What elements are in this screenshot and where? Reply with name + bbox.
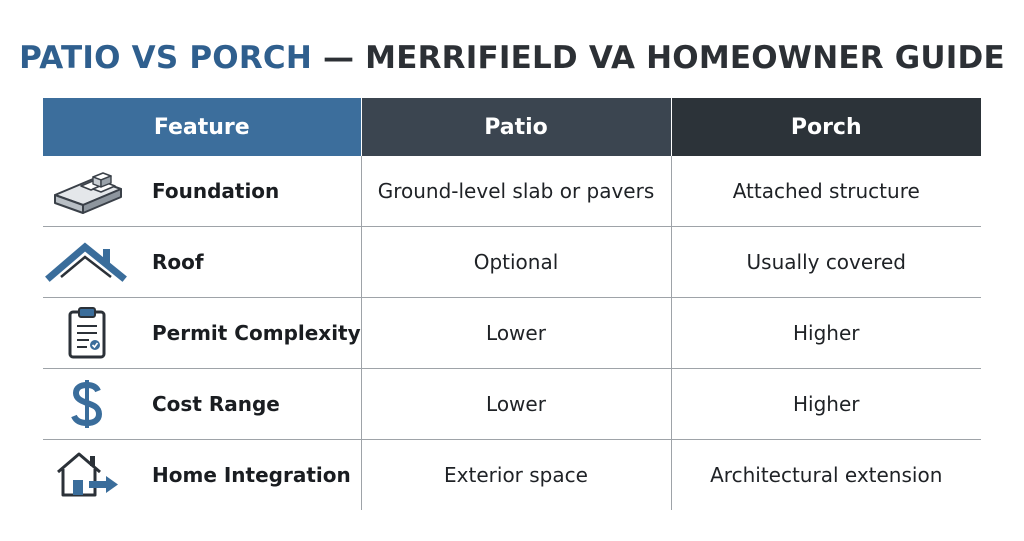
- clipboard-icon: [43, 298, 131, 368]
- porch-cell: Higher: [671, 369, 981, 440]
- header-feature: Feature: [43, 98, 361, 156]
- title-highlight: PATIO VS PORCH: [19, 40, 312, 76]
- porch-cell: Attached structure: [671, 156, 981, 227]
- foundation-slab-icon: [43, 156, 131, 226]
- feature-cell: [43, 440, 361, 511]
- feature-label: Foundation: [152, 179, 280, 203]
- roof-icon: [43, 227, 131, 297]
- table-row: [43, 369, 981, 440]
- page-title: [0, 36, 1024, 80]
- table-header-row: [43, 98, 981, 156]
- header-patio: Patio: [361, 98, 671, 156]
- feature-cell: [43, 298, 361, 369]
- feature-cell: [43, 156, 361, 227]
- patio-cell: Lower: [361, 298, 671, 369]
- feature-cell: [43, 369, 361, 440]
- feature-label: Permit Complexity: [152, 321, 361, 345]
- patio-cell: Exterior space: [361, 440, 671, 511]
- header-porch: Porch: [671, 98, 981, 156]
- feature-label: Roof: [152, 250, 204, 274]
- porch-cell: Architectural extension: [671, 440, 981, 511]
- patio-cell: Ground-level slab or pavers: [361, 156, 671, 227]
- table-row: [43, 156, 981, 227]
- table-row: [43, 227, 981, 298]
- feature-label: Home Integration: [152, 463, 351, 487]
- table-row: [43, 440, 981, 511]
- porch-cell: Higher: [671, 298, 981, 369]
- feature-label: Cost Range: [152, 392, 280, 416]
- patio-cell: Lower: [361, 369, 671, 440]
- table-row: [43, 298, 981, 369]
- patio-cell: Optional: [361, 227, 671, 298]
- comparison-table: [43, 98, 981, 510]
- dollar-icon: [43, 369, 131, 439]
- title-rest: — MERRIFIELD VA HOMEOWNER GUIDE: [312, 40, 1005, 76]
- feature-cell: [43, 227, 361, 298]
- home-arrow-icon: [43, 440, 131, 510]
- porch-cell: Usually covered: [671, 227, 981, 298]
